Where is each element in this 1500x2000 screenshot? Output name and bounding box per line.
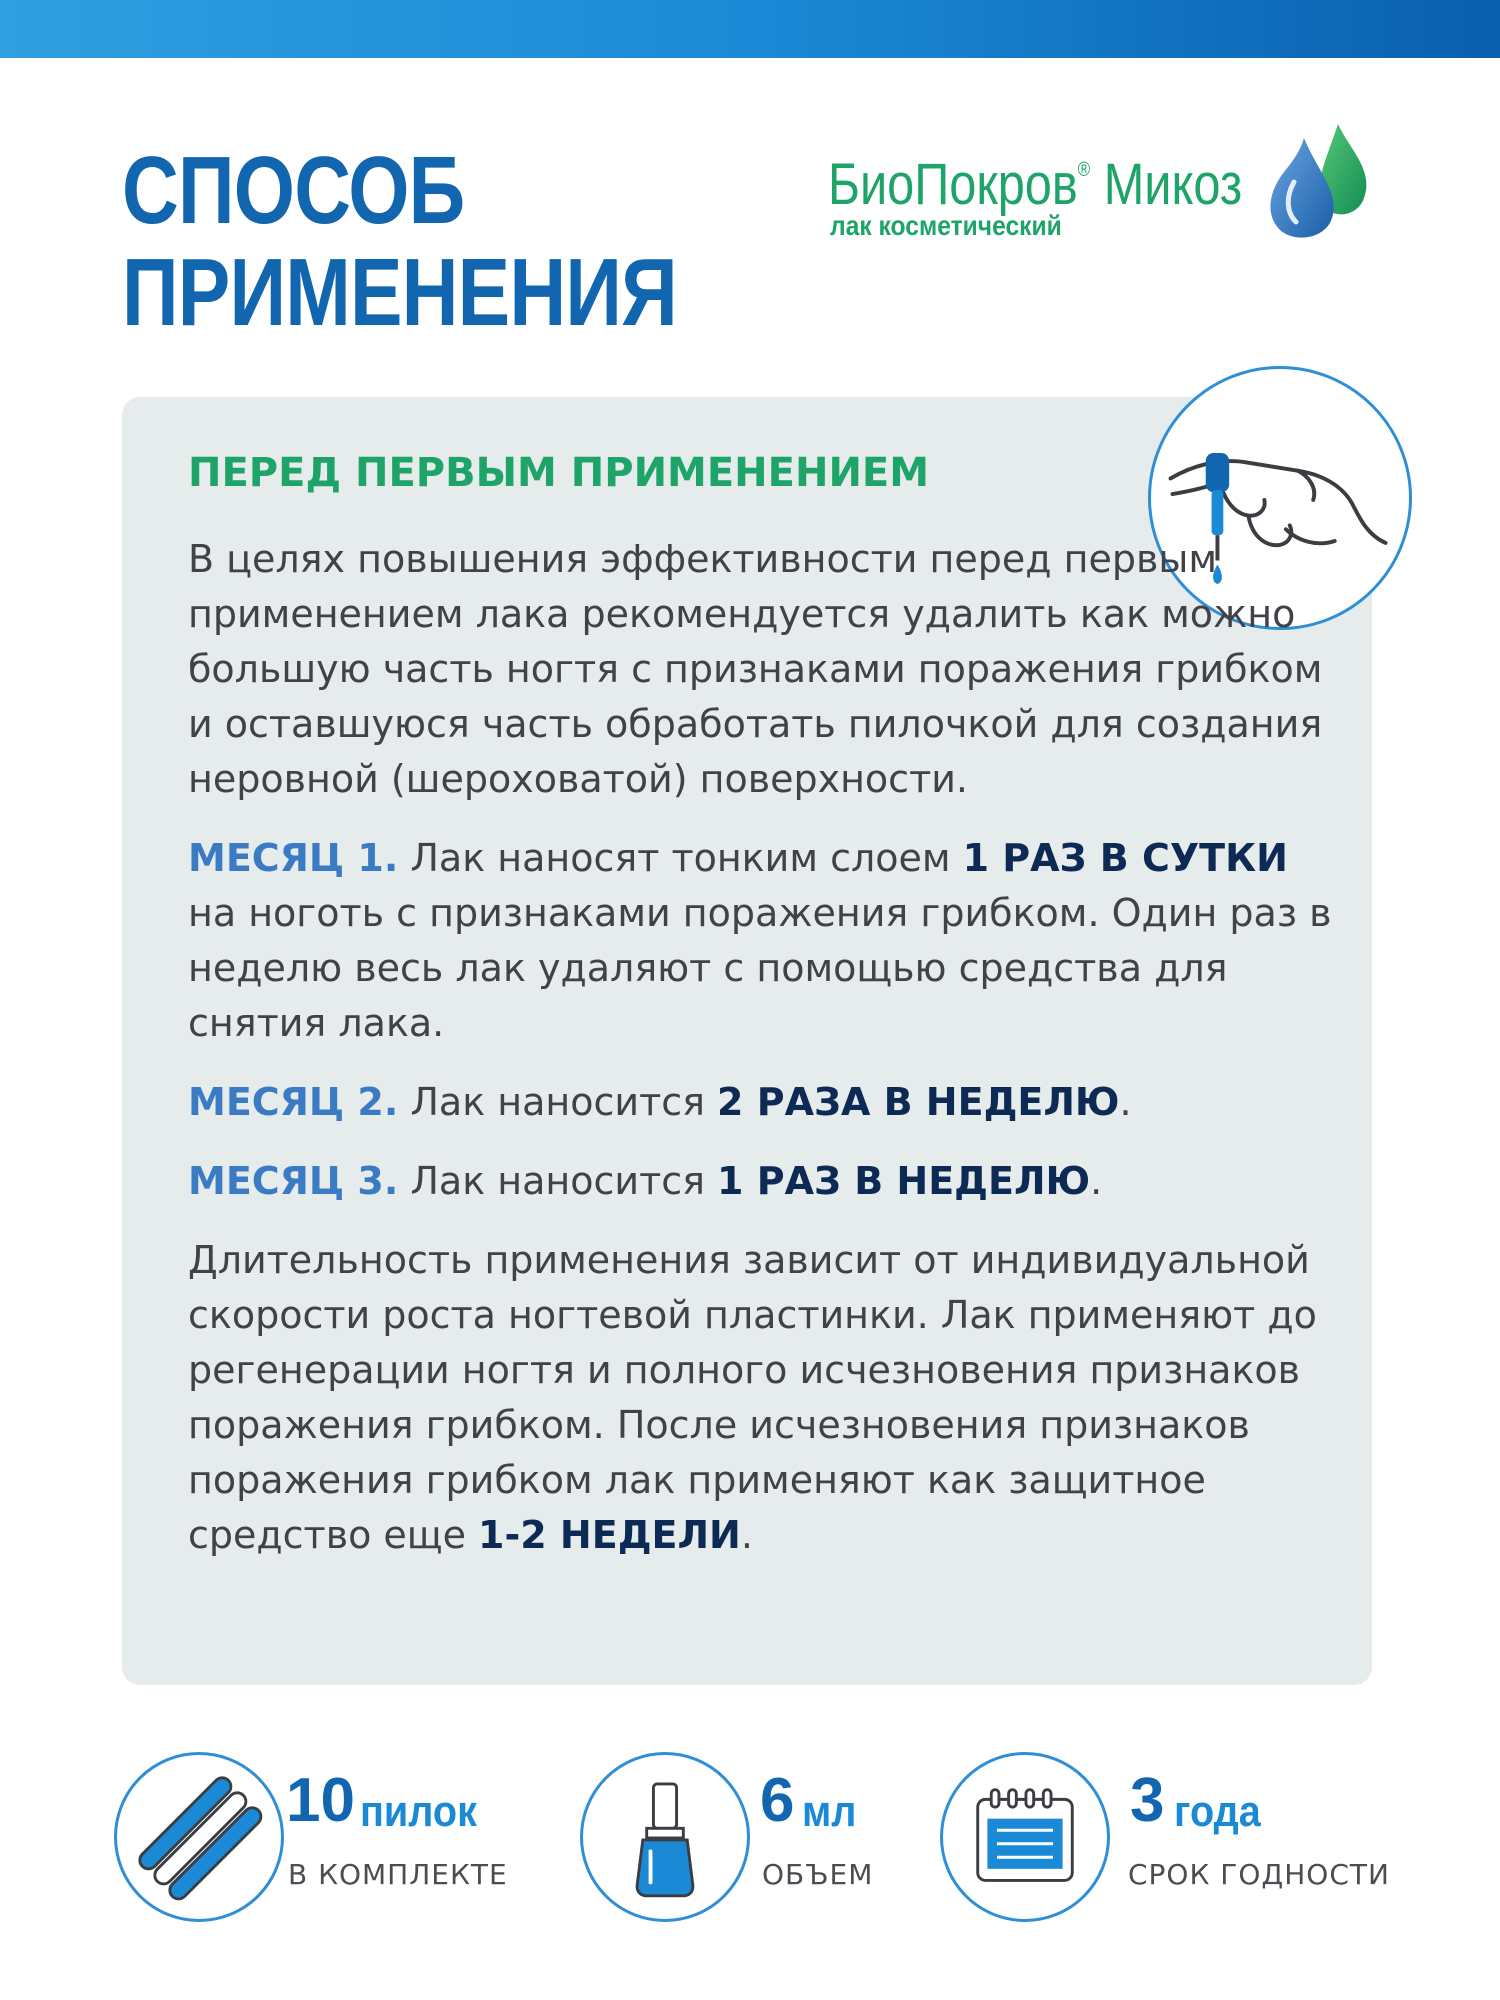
duration-emphasis: 1-2 НЕДЕЛИ bbox=[478, 1513, 741, 1557]
month-2-text-after: . bbox=[1119, 1080, 1132, 1124]
brand-name bbox=[828, 138, 1242, 217]
calendar-icon bbox=[943, 1755, 1107, 1919]
instructions-content bbox=[188, 448, 1348, 1563]
month-3-label: МЕСЯЦ 3. bbox=[188, 1159, 399, 1203]
stat-nail-files-label: В КОМПЛЕКТЕ bbox=[288, 1858, 508, 1891]
registered-mark: ® bbox=[1077, 159, 1091, 181]
brand-logo bbox=[828, 128, 1378, 248]
section-heading: ПЕРЕД ПЕРВЫМ ПРИМЕНЕНИЕМ bbox=[188, 450, 930, 496]
stat-nail-files-number: 10 bbox=[286, 1766, 355, 1835]
duration-text-before: Длительность применения зависит от индивидуальной скорости роста ногтевой пластинки. Лак применяют до регенерации ногтя и полного исчезновения признаков поражения грибком. После исчезновения признаков поражения грибком лак применяют как защитное средство еще bbox=[188, 1238, 1317, 1557]
month-2-text-before: Лак наносится bbox=[398, 1080, 718, 1124]
month-2-emphasis: 2 РАЗА В НЕДЕЛЮ bbox=[717, 1080, 1120, 1124]
stat-volume-number: 6 bbox=[760, 1766, 795, 1835]
month-3-paragraph bbox=[188, 1154, 1348, 1209]
top-accent-bar bbox=[0, 0, 1500, 58]
duration-paragraph bbox=[188, 1233, 1348, 1563]
stat-shelf-life-unit: года bbox=[1174, 1787, 1261, 1836]
month-3-text-before: Лак наносится bbox=[398, 1159, 718, 1203]
stat-volume-badge bbox=[580, 1752, 750, 1922]
stat-volume-label: ОБЪЕМ bbox=[762, 1858, 874, 1891]
month-3-text-after: . bbox=[1090, 1159, 1103, 1203]
stat-nail-files-unit: пилок bbox=[360, 1787, 477, 1836]
month-2-paragraph bbox=[188, 1075, 1348, 1130]
brand-name-part-2: Микоз bbox=[1090, 152, 1243, 217]
stat-volume-unit: мл bbox=[802, 1787, 857, 1836]
drops-logo-icon bbox=[1264, 120, 1376, 244]
page-title-line-2: ПРИМЕНЕНИЯ bbox=[122, 239, 677, 346]
month-3-emphasis: 1 РАЗ В НЕДЕЛЮ bbox=[717, 1159, 1091, 1203]
stat-nail-files-badge bbox=[114, 1752, 284, 1922]
month-1-label: МЕСЯЦ 1. bbox=[188, 836, 399, 880]
stat-volume bbox=[580, 1752, 880, 1922]
month-1-paragraph bbox=[188, 831, 1348, 1051]
stat-shelf-life-label: СРОК ГОДНОСТИ bbox=[1128, 1858, 1390, 1891]
nail-files-icon bbox=[117, 1755, 281, 1919]
month-2-label: МЕСЯЦ 2. bbox=[188, 1080, 399, 1124]
page-title-line-1: СПОСОБ bbox=[122, 137, 465, 244]
stat-shelf-life bbox=[940, 1752, 1390, 1922]
brand-subtitle: лак косметический bbox=[830, 210, 1062, 241]
polish-bottle-icon bbox=[583, 1755, 747, 1919]
stat-shelf-life-number: 3 bbox=[1130, 1766, 1165, 1835]
stat-nail-files bbox=[114, 1752, 534, 1922]
page-title bbox=[122, 137, 677, 346]
intro-paragraph: В целях повышения эффективности перед первым применением лака рекомендуется удалить как можно большую часть ногтя с признаками поражения грибком и оставшуюся часть обработать пилочкой для создания неровной (шероховатой) поверхности. bbox=[188, 537, 1323, 801]
duration-text-after: . bbox=[740, 1513, 753, 1557]
brand-name-part-1: БиоПокров bbox=[828, 152, 1078, 217]
month-1-text-before: Лак наносят тонким слоем bbox=[398, 836, 963, 880]
month-1-text-after: на ноготь с признаками поражения грибком. Один раз в неделю весь лак удаляют с помощью средства для снятия лака. bbox=[188, 891, 1332, 1045]
stat-shelf-life-badge bbox=[940, 1752, 1110, 1922]
month-1-emphasis: 1 РАЗ В СУТКИ bbox=[962, 836, 1288, 880]
